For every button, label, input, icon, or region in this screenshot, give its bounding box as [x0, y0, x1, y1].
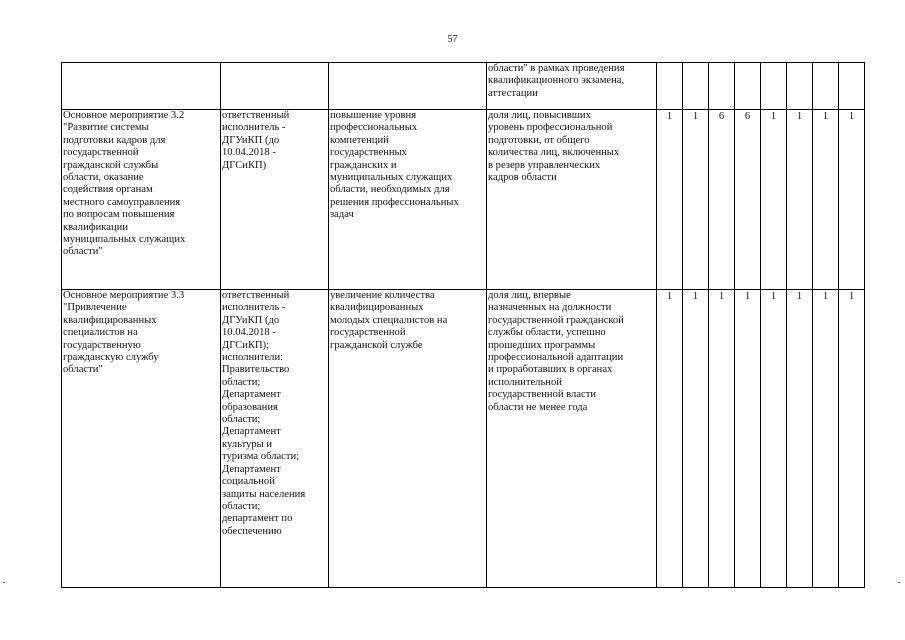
executor-cell: [221, 63, 329, 110]
value-cell: 1: [839, 110, 865, 290]
value-cell: [787, 63, 813, 110]
value-cell: 1: [683, 110, 709, 290]
result-cell: [329, 63, 487, 110]
value-cell: [813, 63, 839, 110]
value-cell: 6: [709, 110, 735, 290]
value-cell: [761, 63, 787, 110]
table-row: [62, 290, 865, 588]
value-cell: [709, 63, 735, 110]
value-cell: 1: [761, 110, 787, 290]
indicator-cell: доля лиц, впервые назначенных на должности государственной гражданской службы области, успешно прошедших программы профессиональной адаптации и проработавших в органах исполнительной государственной власти области не менее года: [487, 290, 657, 588]
page-number: 57: [447, 34, 458, 45]
value-cell: 1: [787, 290, 813, 588]
executor-cell: ответственный исполнитель - ДГУиКП (до 10.04.2018 - ДГСиКП): [221, 110, 329, 290]
event-cell: [62, 63, 221, 110]
value-cell: 1: [657, 290, 683, 588]
value-cell: 1: [709, 290, 735, 588]
event-cell: Основное мероприятие 3.3 "Привлечение квалифицированных специалистов на государственную гражданскую службу области": [62, 290, 221, 588]
result-cell: повышение уровня профессиональных компетенций государственных гражданских и муниципальных служащих области, необходимых для решения профессиональных задач: [329, 110, 487, 290]
value-cell: [657, 63, 683, 110]
executor-cell: ответственный исполнитель - ДГУиКП (до 10.04.2018 - ДГСиКП); исполнители: Правительство области; Департамент образования области; Департамент культуры и туризма области; Департамент социальной защиты населения области; департамент по обеспечению: [221, 290, 329, 588]
value-cell: 6: [735, 110, 761, 290]
value-cell: 1: [813, 290, 839, 588]
event-cell: Основное мероприятие 3.2 "Развитие системы подготовки кадров для государственной гражданской службы области, оказание содействия органам местного самоуправления по вопросам повышения квалификации муниципальных служащих области": [62, 110, 221, 290]
table-row: [62, 63, 865, 110]
value-cell: 1: [839, 290, 865, 588]
indicator-cell: области" в рамках проведения квалификационного экзамена, аттестации: [487, 63, 657, 110]
program-table: [61, 62, 865, 588]
table-row: [62, 110, 865, 290]
value-cell: [735, 63, 761, 110]
value-cell: [839, 63, 865, 110]
value-cell: [683, 63, 709, 110]
value-cell: 1: [761, 290, 787, 588]
value-cell: 1: [735, 290, 761, 588]
indicator-cell: доля лиц, повысивших уровень профессиональной подготовки, от общего количества лиц, включенных в резерв управленческих кадров области: [487, 110, 657, 290]
value-cell: 1: [813, 110, 839, 290]
value-cell: 1: [657, 110, 683, 290]
result-cell: увеличение количества квалифицированных молодых специалистов на государственной гражданской службе: [329, 290, 487, 588]
value-cell: 1: [683, 290, 709, 588]
value-cell: 1: [787, 110, 813, 290]
